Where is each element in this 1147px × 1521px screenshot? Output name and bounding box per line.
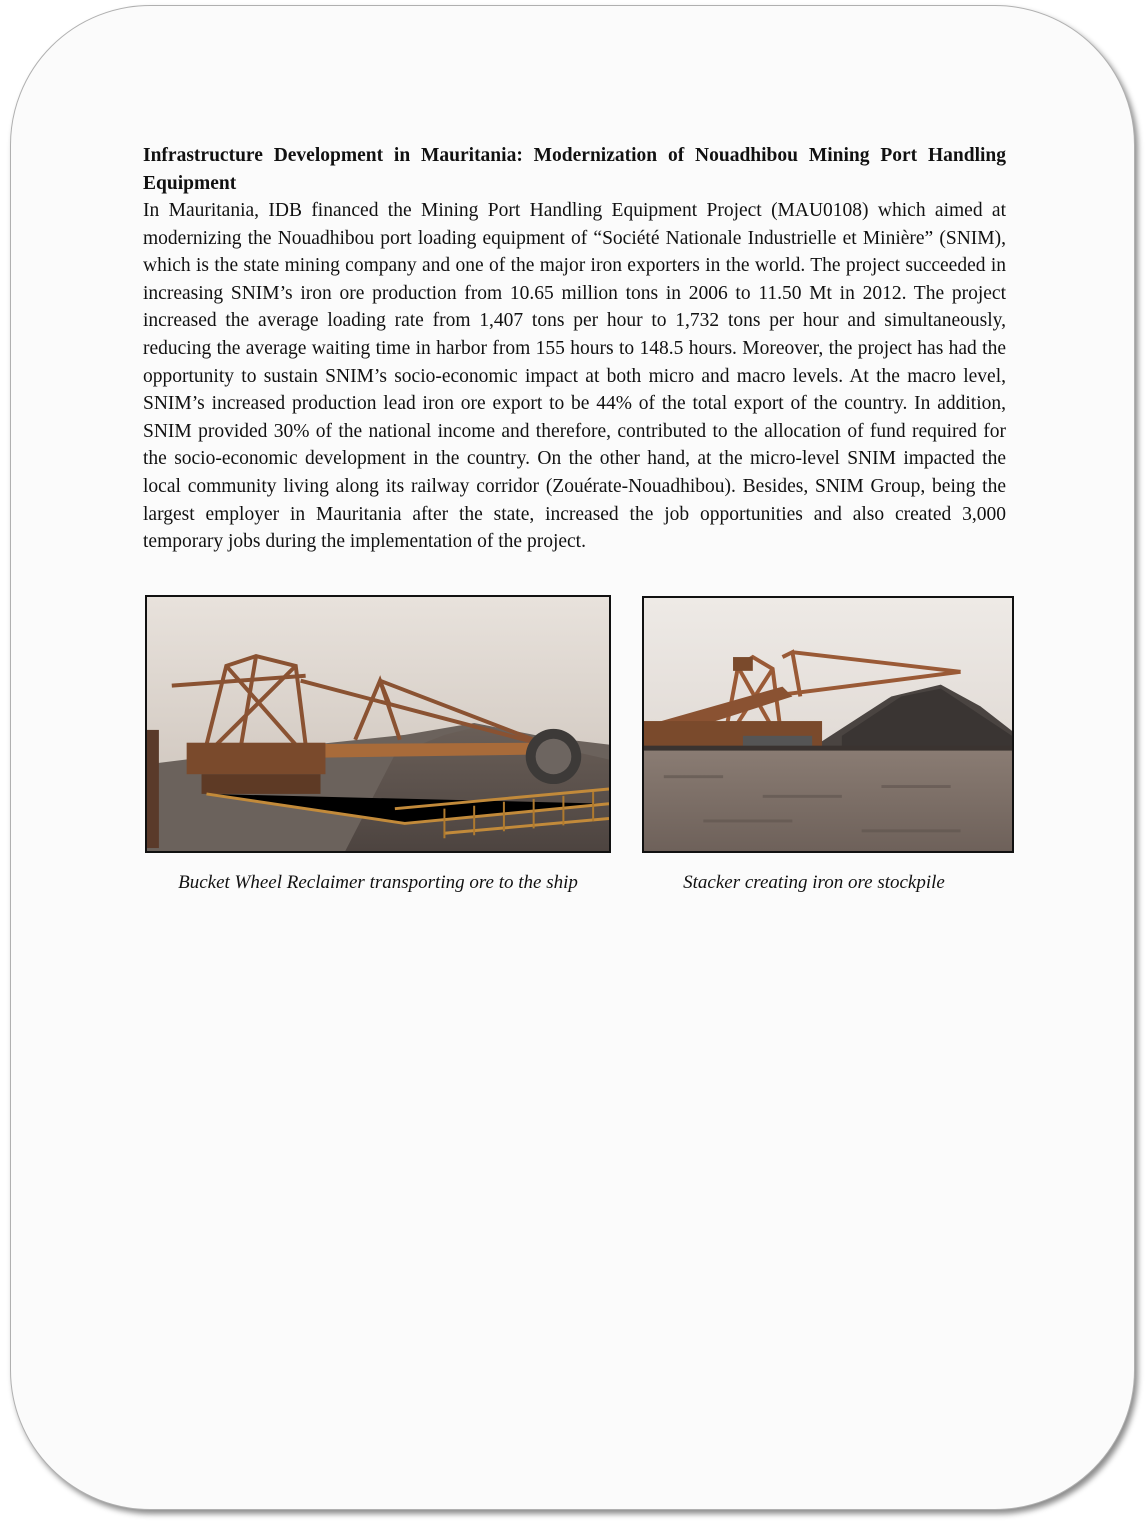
stacker-photo (642, 596, 1014, 853)
figure-caption-2: Stacker creating iron ore stockpile (683, 872, 945, 893)
document-body (143, 142, 1006, 556)
stacker-illustration (644, 598, 1012, 851)
reclaimer-illustration (147, 597, 609, 851)
bucket-wheel-reclaimer-photo (145, 595, 611, 853)
article-paragraph: In Mauritania, IDB financed the Mining Port Handling Equipment Project (MAU0108) which aimed at modernizing the Nouadhibou port loading equipment of “Société Nationale Industrielle et Minière” (SNIM), which is the state mining company and one of the major iron exporters in the world. The project succeeded in increasing SNIM’s iron ore production from 10.65 million tons in 2006 to 11.50 Mt in 2012. The project increased the average loading rate from 1,407 tons per hour to 1,732 tons per hour and simultaneously, reducing the average waiting time in harbor from 155 hours to 148.5 hours. Moreover, the project has had the opportunity to sustain SNIM’s socio-economic impact at both micro and macro levels. At the macro level, SNIM’s increased production lead iron ore export to be 44% of the total export of the country. In addition, SNIM provided 30% of the national income and therefore, contributed to the allocation of fund required for the socio-economic development in the country. On the other hand, at the micro-level SNIM impacted the local community living along its railway corridor (Zouérate-Nouadhibou). Besides, SNIM Group, being the largest employer in Mauritania after the state, increased the job opportunities and also created 3,000 temporary jobs during the implementation of the project. (143, 200, 1006, 553)
article-title: Infrastructure Development in Mauritania: Modernization of Nouadhibou Mining Port Handling Equipment (143, 145, 1006, 194)
figure-caption-1: Bucket Wheel Reclaimer transporting ore to the ship (178, 872, 578, 893)
